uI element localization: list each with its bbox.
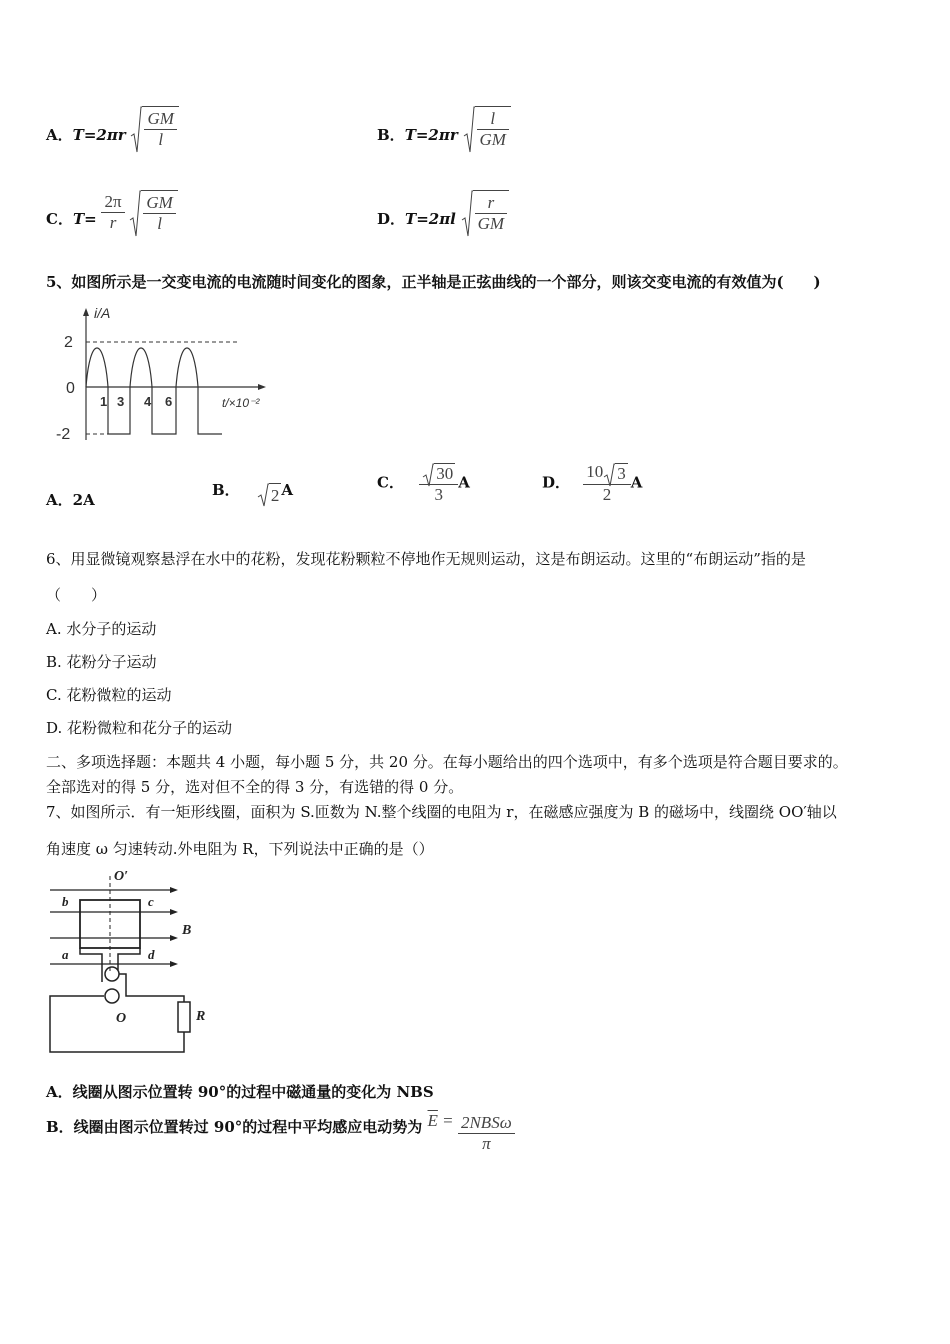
q7-formula-eq: = — [443, 1110, 453, 1130]
x-tick-3: 3 — [117, 394, 125, 409]
q4-option-d-eq: =2πl — [416, 210, 456, 228]
sine-hump-1 — [86, 348, 108, 387]
q7-formula-den: π — [458, 1133, 515, 1154]
q4-option-a-den: l — [144, 129, 176, 150]
q6-option-a[interactable]: A. 水分子的运动 — [46, 620, 157, 638]
section2-line1: 二、多项选择题：本题共 4 小题，每小题 5 分，共 20 分。在每小题给出的四个选项中，有多个选项是符合题目要求的。 — [46, 753, 848, 771]
q7-line2: 角速度 ω 匀速转动.外电阻为 R，下列说法中正确的是（） — [46, 840, 434, 858]
q5-option-c-den: 3 — [419, 484, 458, 505]
q5-option-c-unit: A — [458, 473, 470, 492]
radical-icon — [129, 190, 141, 238]
q7-line1: 7、如图所示．有一矩形线圈，面积为 S.匝数为 N.整个线圈的电阻为 r，在磁感应强度为 B 的磁场中，线圈绕 OO′轴以 — [46, 803, 837, 821]
q6-option-d[interactable]: D. 花粉微粒和花分子的运动 — [46, 719, 233, 737]
label-o: O — [116, 1011, 127, 1026]
label-c: c — [148, 894, 154, 909]
q4-option-d-sqrt — [461, 190, 509, 234]
label-a: a — [62, 947, 69, 962]
q5-option-b-sqrt — [257, 483, 282, 506]
y-tick-0: 0 — [66, 380, 75, 397]
slip-ring-bottom — [105, 989, 119, 1003]
square-pulse-3 — [198, 387, 222, 434]
arrow-icon — [170, 935, 178, 941]
q4-option-a-label: A． — [46, 126, 73, 144]
arrow-icon — [170, 961, 178, 967]
label-o-prime: O′ — [114, 869, 129, 884]
q4-option-c-sqrt — [129, 190, 177, 234]
x-axis-label: t/×10⁻² — [222, 396, 260, 410]
square-pulse-2 — [152, 387, 176, 434]
arrow-icon — [170, 909, 178, 915]
q5-option-d-coef: 10 — [586, 462, 604, 481]
q5-option-d-rad: 3 — [617, 463, 626, 483]
q5-option-b-label: B． — [212, 481, 240, 499]
radical-icon — [461, 190, 473, 238]
q4-option-c-eq: = — [84, 210, 97, 228]
radical-icon — [422, 463, 434, 487]
q4-option-b-sqrt — [463, 106, 511, 150]
q4-option-c-num: GM — [146, 193, 173, 212]
x-axis-arrow-icon — [258, 384, 266, 390]
q5-graph — [50, 300, 280, 450]
q4-option-d-label: D． — [377, 210, 406, 228]
q4-option-b-eq: =2πr — [415, 126, 458, 144]
q4-option-c[interactable] — [46, 190, 178, 234]
q4-option-a-lhs: T — [72, 126, 84, 144]
label-b: b — [62, 894, 69, 909]
q5-option-b-unit: A — [281, 481, 294, 499]
q4-option-b-num: l — [490, 109, 496, 128]
q4-option-b-den: GM — [477, 129, 509, 150]
q4-option-b-label: B． — [377, 126, 405, 144]
label-r: R — [196, 1009, 206, 1024]
q4-option-c-den: l — [143, 213, 175, 234]
q4-option-a-eq: =2πr — [83, 126, 126, 144]
radical-icon — [603, 463, 615, 487]
q4-option-d-den: GM — [475, 213, 507, 234]
q6-option-c[interactable]: C. 花粉微粒的运动 — [46, 686, 172, 704]
q5-option-b[interactable] — [212, 482, 293, 506]
resistor — [178, 1002, 190, 1032]
q4-option-b-lhs: T — [404, 126, 416, 144]
radical-icon — [257, 483, 269, 507]
q5-option-d[interactable] — [542, 462, 642, 505]
q4-option-d-lhs: T — [405, 210, 417, 228]
lead-right — [118, 948, 140, 970]
sine-hump-2 — [130, 348, 152, 387]
q5-option-a[interactable] — [46, 489, 95, 510]
q7-formula-lhs: $\overline{E}$ — [427, 1110, 438, 1130]
q4-option-c-fden: r — [101, 212, 124, 233]
lead-left — [80, 948, 102, 982]
radical-icon — [463, 106, 475, 154]
radical-icon — [130, 106, 142, 154]
q4-option-d[interactable] — [377, 190, 509, 234]
q5-option-c-num: 30 — [436, 463, 454, 483]
q4-option-c-lhs: T — [72, 210, 85, 228]
q5-option-a-label: A． — [46, 491, 73, 509]
y-tick-neg2: -2 — [56, 426, 71, 443]
q4-option-b[interactable] — [377, 106, 511, 150]
q6-text: 6、用显微镜观察悬浮在水中的花粉，发现花粉颗粒不停地作无规则运动，这是布朗运动。这里的“布朗运动”指的是 — [46, 550, 806, 568]
q7-option-a[interactable]: A．线圈从图示位置转 90°的过程中磁通量的变化为 NBS — [46, 1083, 434, 1101]
label-field-b: B — [182, 923, 192, 938]
y-tick-2: 2 — [64, 334, 73, 351]
q5-text: 5、如图所示是一交变电流的电流随时间变化的图象，正半轴是正弦曲线的一个部分，则该交变电流的有效值为( ) — [46, 273, 821, 291]
circuit-wire-top — [119, 974, 184, 1002]
x-tick-6: 6 — [165, 394, 173, 409]
slip-ring-top — [105, 967, 119, 981]
q7-figure — [44, 862, 219, 1058]
q5-option-a-value: 2A — [72, 491, 95, 509]
y-axis-label: i/A — [94, 305, 111, 321]
q5-option-d-den: 2 — [583, 484, 631, 505]
q5-option-c[interactable] — [377, 462, 470, 505]
q7-formula-num: 2NBSω — [460, 1113, 512, 1132]
q4-option-a[interactable] — [46, 106, 179, 150]
arrow-icon — [170, 887, 178, 893]
q4-option-a-num: GM — [147, 109, 174, 128]
q5-option-b-rad: 2 — [269, 483, 282, 506]
q4-option-a-sqrt — [130, 106, 178, 150]
q4-option-c-fnum: 2π — [104, 191, 122, 211]
q5-option-d-unit: A — [630, 473, 643, 492]
section2-line2: 全部选对的得 5 分，选对但不全的得 3 分，有选错的得 0 分。 — [46, 778, 464, 796]
x-tick-4: 4 — [144, 394, 152, 409]
y-axis-arrow-icon — [83, 308, 89, 316]
q5-option-d-label: D． — [542, 473, 571, 492]
q6-paren: （ ） — [46, 586, 107, 604]
q5-option-c-label: C． — [377, 473, 404, 492]
q4-option-d-num: r — [487, 193, 495, 212]
x-tick-1: 1 — [100, 394, 108, 409]
q4-option-c-label: C． — [46, 210, 73, 228]
sine-hump-3 — [176, 348, 198, 387]
q6-option-b[interactable]: B. 花粉分子运动 — [46, 653, 157, 671]
q7-option-b-text: B．线圈由图示位置转过 90°的过程中平均感应电动势为 — [46, 1117, 423, 1136]
label-d: d — [148, 947, 155, 962]
q7-option-b[interactable] — [46, 1110, 515, 1154]
